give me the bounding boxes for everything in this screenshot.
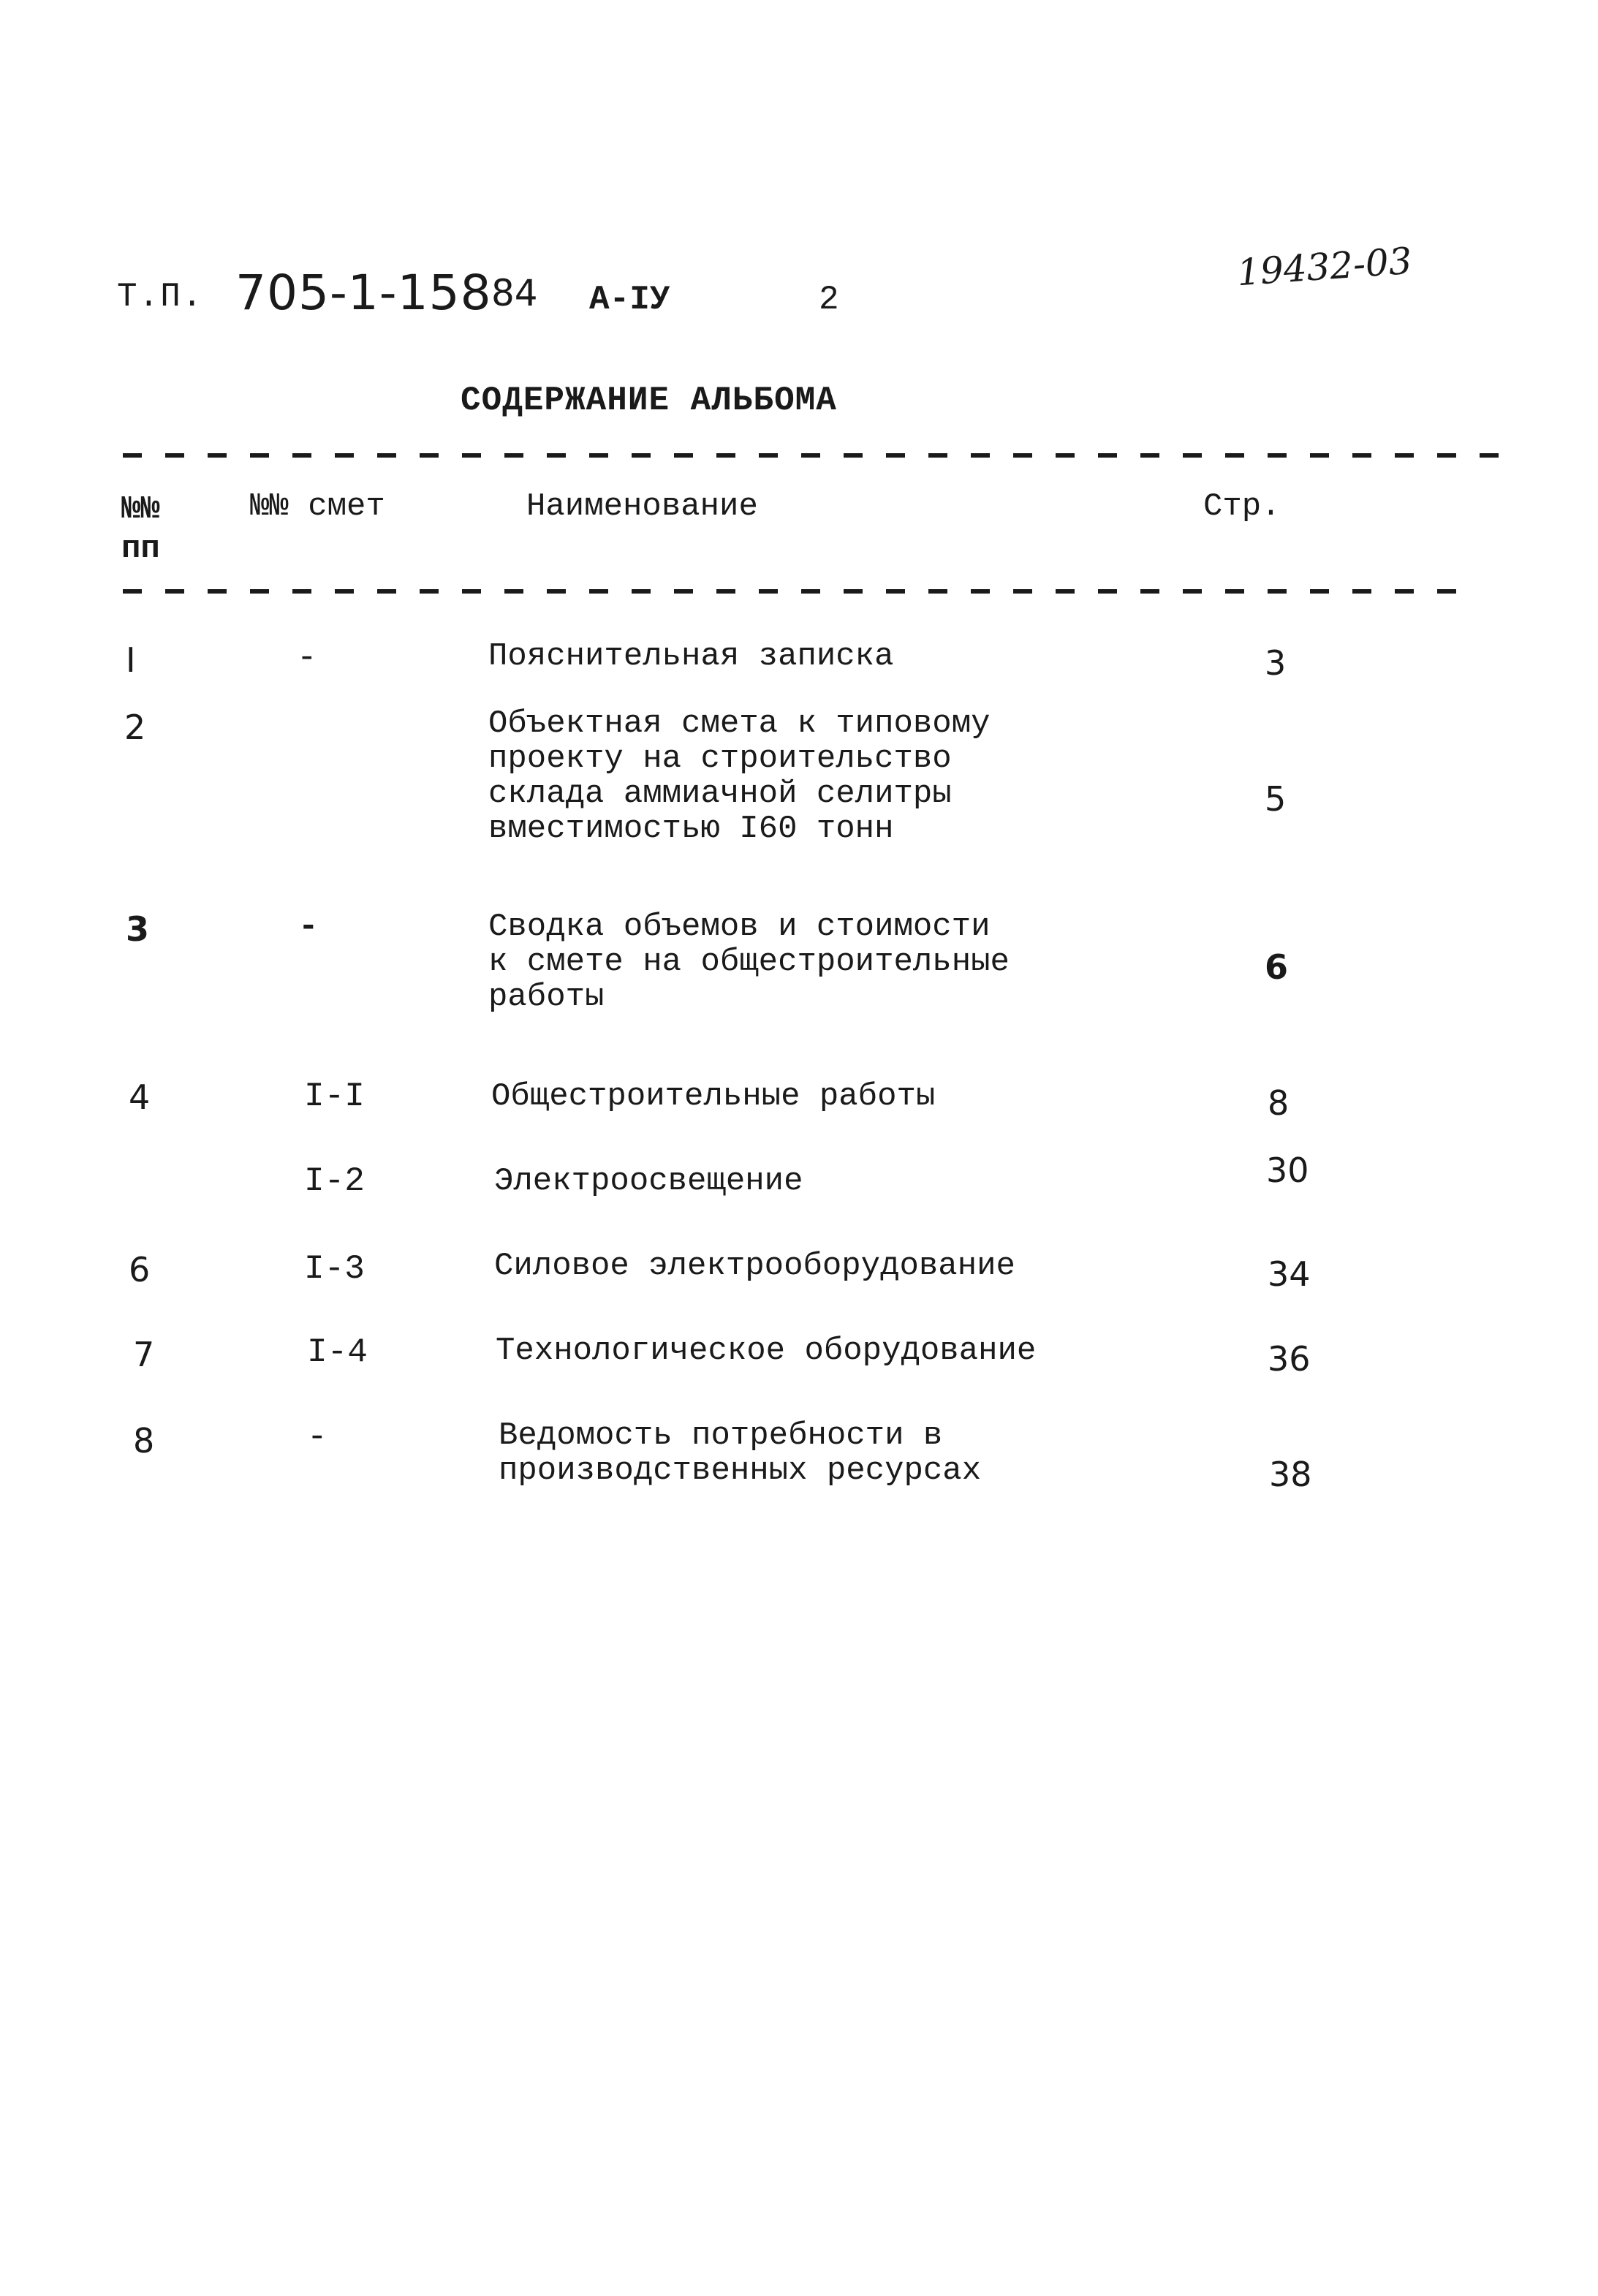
row-1-name: Пояснительная записка (488, 638, 894, 675)
row-7-name: Технологическое оборудование (496, 1333, 1037, 1369)
row-2-num: 2 (124, 708, 146, 747)
row-6-page: 34 (1268, 1254, 1311, 1294)
row-4-name: Общестроительные работы (491, 1078, 936, 1115)
row-3-page: 6 (1265, 947, 1289, 987)
row-1-page: 3 (1265, 643, 1287, 683)
column-header-name: Наименование (526, 488, 758, 525)
row-1-estimate: - (297, 639, 317, 677)
row-8-name: Ведомость потребности в производственных ресурсах (499, 1417, 982, 1489)
row-7-num: 7 (133, 1335, 155, 1374)
row-4-estimate: I-I (304, 1077, 365, 1115)
row-8-estimate: - (307, 1418, 327, 1456)
row-4-num: 4 (129, 1077, 151, 1117)
document-code-year: 84 (491, 272, 538, 314)
row-6-num: 6 (129, 1250, 151, 1289)
document-prefix: Т.П. (117, 278, 204, 316)
row-5-name: Электроосвещение (494, 1163, 803, 1200)
inventory-number: 19432-03 (1235, 239, 1414, 295)
column-header-page: Стр. (1203, 488, 1281, 525)
album-number: А-IУ (589, 281, 670, 319)
row-8-num: 8 (133, 1421, 155, 1460)
table-top-rule (123, 453, 1504, 458)
document-code: 705-1-158 (235, 265, 492, 321)
row-6-name: Силовое электрооборудование (494, 1248, 1015, 1284)
page-number: 2 (819, 281, 839, 319)
table-header-rule (123, 589, 1468, 594)
row-1-num: I (126, 640, 136, 680)
column-header-num: №№ пп (121, 491, 160, 567)
column-header-estimate: №№ смет (250, 488, 385, 525)
row-3-name: Сводка объемов и стоимости к смете на общестроительные работы (488, 909, 1010, 1015)
row-5-estimate: I-2 (304, 1162, 365, 1200)
row-4-page: 8 (1268, 1083, 1290, 1123)
row-7-estimate: I-4 (307, 1333, 368, 1371)
row-3-num: 3 (126, 909, 150, 949)
page-title: СОДЕРЖАНИЕ АЛЬБОМА (461, 382, 837, 420)
row-7-page: 36 (1268, 1339, 1311, 1379)
row-2-page: 5 (1265, 779, 1287, 819)
row-5-page: 30 (1266, 1151, 1309, 1190)
row-3-estimate: - (298, 908, 319, 946)
row-8-page: 38 (1269, 1455, 1312, 1494)
row-2-name: Объектная смета к типовому проекту на строительство склада аммиачной селитры вместимостью I60 тонн (488, 705, 991, 847)
row-6-estimate: I-3 (304, 1250, 365, 1288)
